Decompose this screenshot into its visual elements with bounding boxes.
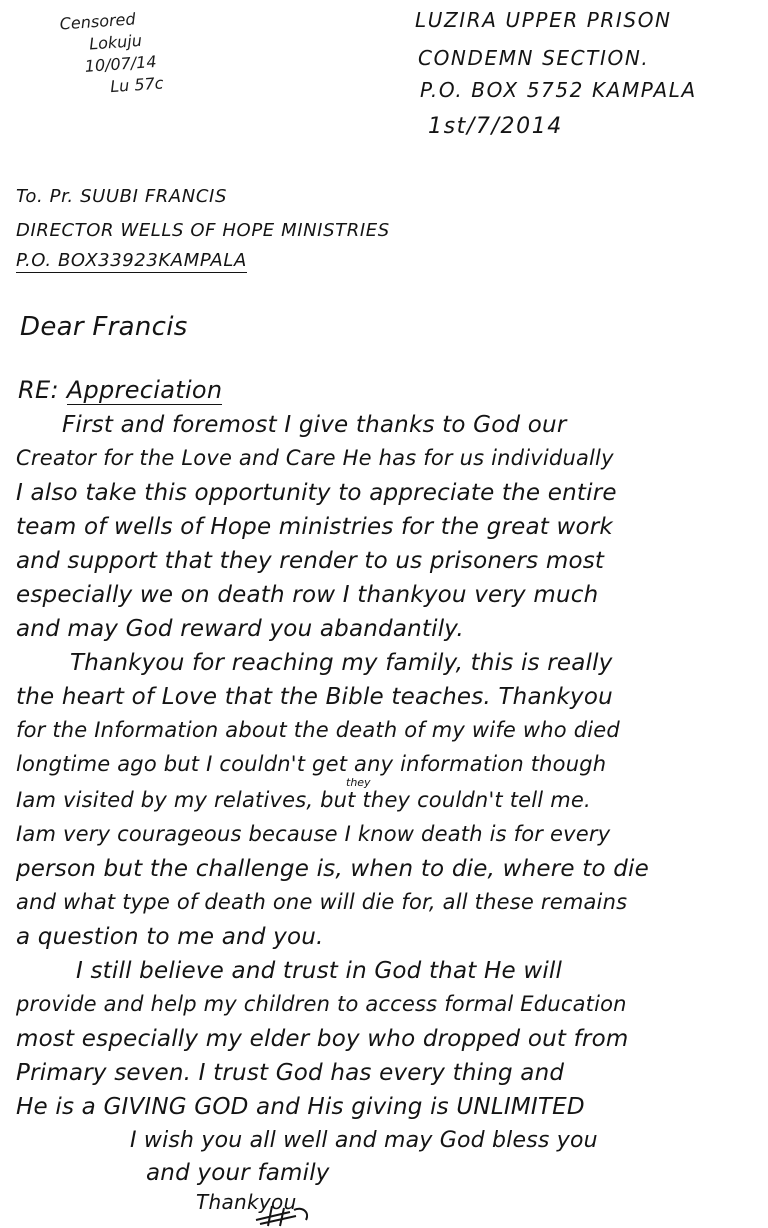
salutation: Dear Francis [20, 312, 188, 342]
sender-address-line: CONDEMN SECTION. [418, 46, 650, 70]
body-line: First and foremost I give thanks to God our [62, 412, 567, 438]
body-line: I wish you all well and may God bless you [130, 1128, 598, 1153]
closing: Thankyou [196, 1190, 297, 1214]
censor-note [59, 7, 164, 102]
body-line: and may God reward you abandantily. [16, 616, 464, 642]
body-line: Primary seven. I trust God has every thing and [16, 1060, 565, 1086]
censor-note-line: Lokuju [88, 30, 143, 54]
body-line: especially we on death row I thankyou very much [16, 582, 599, 608]
body-line: most especially my elder boy who dropped out from [16, 1026, 629, 1052]
sender-address-line: LUZIRA UPPER PRISON [415, 8, 672, 32]
subject-text: Appreciation [66, 376, 223, 404]
recipient-line: P.O. BOX33923KAMPALA [16, 250, 247, 271]
letter-date: 1st/7/2014 [428, 114, 563, 139]
signature-icon [250, 1202, 320, 1228]
body-line: Creator for the Love and Care He has for us individually [16, 446, 614, 470]
insertion-note: they [346, 776, 371, 789]
body-line: person but the challenge is, when to die, where to die [16, 856, 649, 882]
body-line: for the Information about the death of my wife who died [16, 718, 620, 742]
body-line: He is a GIVING GOD and His giving is UNLIMITED [16, 1094, 585, 1120]
recipient-line: To. Pr. SUUBI FRANCIS [16, 186, 227, 207]
subject-line [18, 376, 222, 404]
recipient-line: DIRECTOR WELLS OF HOPE MINISTRIES [16, 220, 390, 241]
body-line: Thankyou for reaching my family, this is really [70, 650, 613, 676]
body-line: I still believe and trust in God that He will [76, 958, 563, 984]
sender-address-line: P.O. BOX 5752 KAMPALA [420, 78, 697, 102]
body-line: team of wells of Hope ministries for the great work [16, 514, 613, 540]
censor-note-line: 10/07/14 [84, 51, 158, 76]
subject-prefix: RE: [18, 376, 59, 404]
body-line: and your family [146, 1160, 330, 1186]
body-line: provide and help my children to access formal Education [16, 992, 627, 1016]
censor-note-line: Lu 57c [109, 73, 165, 97]
body-line: a question to me and you. [16, 924, 324, 950]
body-line: and support that they render to us prisoners most [16, 548, 605, 574]
body-line: longtime ago but I couldn't get any information though [16, 752, 607, 776]
censor-note-line: Censored [59, 9, 137, 34]
body-line: and what type of death one will die for, all these remains [16, 890, 628, 914]
body-line: Iam very courageous because I know death is for every [16, 822, 611, 846]
body-line: I also take this opportunity to appreciate the entire [16, 480, 617, 506]
body-line: the heart of Love that the Bible teaches. Thankyou [16, 684, 613, 710]
body-line: Iam visited by my relatives, but they couldn't tell me. [16, 788, 591, 812]
